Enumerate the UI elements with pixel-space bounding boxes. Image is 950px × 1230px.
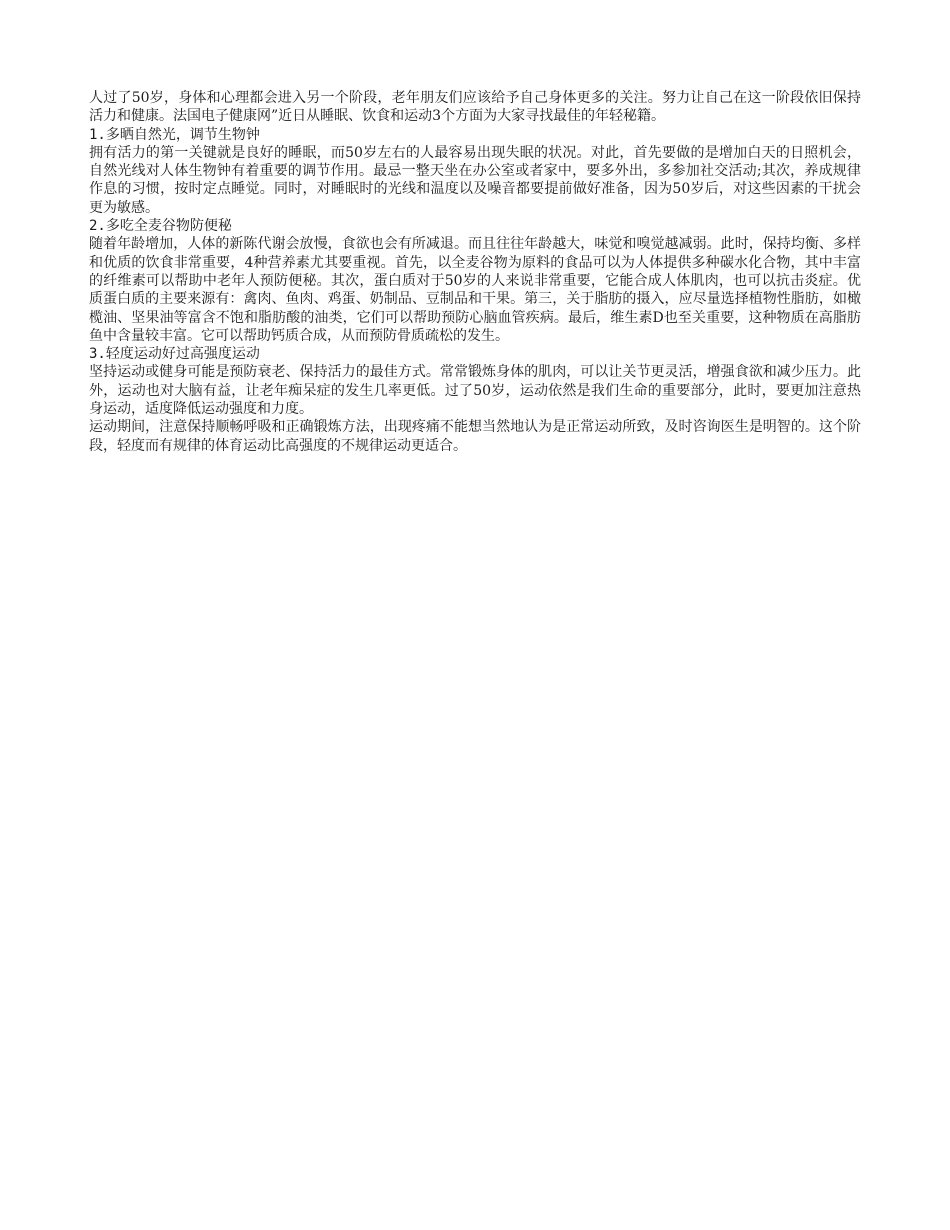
section-paragraph-grains: 随着年龄增加，人体的新陈代谢会放慢，食欲也会有所减退。而且往往年龄越大，味觉和嗅觉越减弱。此时，保持均衡、多样和优质的饮食非常重要，4种营养素尤其要重视。首先，以全麦谷物为原料的食品可以为人体提供多种碳水化合物，其中丰富的纤维素可以帮助中老年人预防便秘。其次，蛋白质对于50岁的人来说非常重要，它能合成人体肌肉，也可以抗击炎症。优质蛋白质的主要来源有：禽肉、鱼肉、鸡蛋、奶制品、豆制品和干果。第三，关于脂肪的摄入，应尽量选择植物性脂肪，如橄榄油、坚果油等富含不饱和脂肪酸的油类，它们可以帮助预防心脑血管疾病。最后，维生素D也至关重要，这种物质在高脂肪鱼中含量较丰富。它可以帮助钙质合成，从而预防骨质疏松的发生。 <box>89 236 861 344</box>
section-heading-grains: 2.多吃全麦谷物防便秘 <box>89 218 232 235</box>
section-paragraph-exercise-2: 运动期间，注意保持顺畅呼吸和正确锻炼方法，出现疼痛不能想当然地认为是正常运动所致，及时咨询医生是明智的。这个阶段，轻度而有规律的体育运动比高强度的不规律运动更适合。 <box>89 419 861 454</box>
intro-paragraph: 人过了50岁，身体和心理都会进入另一个阶段，老年朋友们应该给予自己身体更多的关注。努力让自己在这一阶段依旧保持活力和健康。法国电子健康网”近日从睡眠、饮食和运动3个方面为大家寻找最佳的年轻秘籍。 <box>89 90 861 125</box>
section-paragraph-exercise-1: 坚持运动或健身可能是预防衰老、保持活力的最佳方式。常常锻炼身体的肌肉，可以让关节更灵活，增强食欲和减少压力。此外，运动也对大脑有益，让老年痴呆症的发生几率更低。过了50岁，运动依然是我们生命的重要部分，此时，要更加注意热身运动，适度降低运动强度和力度。 <box>89 364 861 418</box>
section-heading-sunlight: 1.多晒自然光，调节生物钟 <box>89 126 260 143</box>
section-heading-exercise: 3.轻度运动好过高强度运动 <box>89 346 260 363</box>
section-paragraph-sunlight: 拥有活力的第一关键就是良好的睡眠，而50岁左右的人最容易出现失眠的状况。对此，首先要做的是增加白天的日照机会，自然光线对人体生物钟有着重要的调节作用。最忌一整天坐在办公室或者家中，要多外出，多参加社交活动;其次，养成规律作息的习惯，按时定点睡觉。同时，对睡眠时的光线和温度以及噪音都要提前做好准备，因为50岁后，对这些因素的干扰会更为敏感。 <box>89 144 861 216</box>
article-body <box>89 89 861 455</box>
